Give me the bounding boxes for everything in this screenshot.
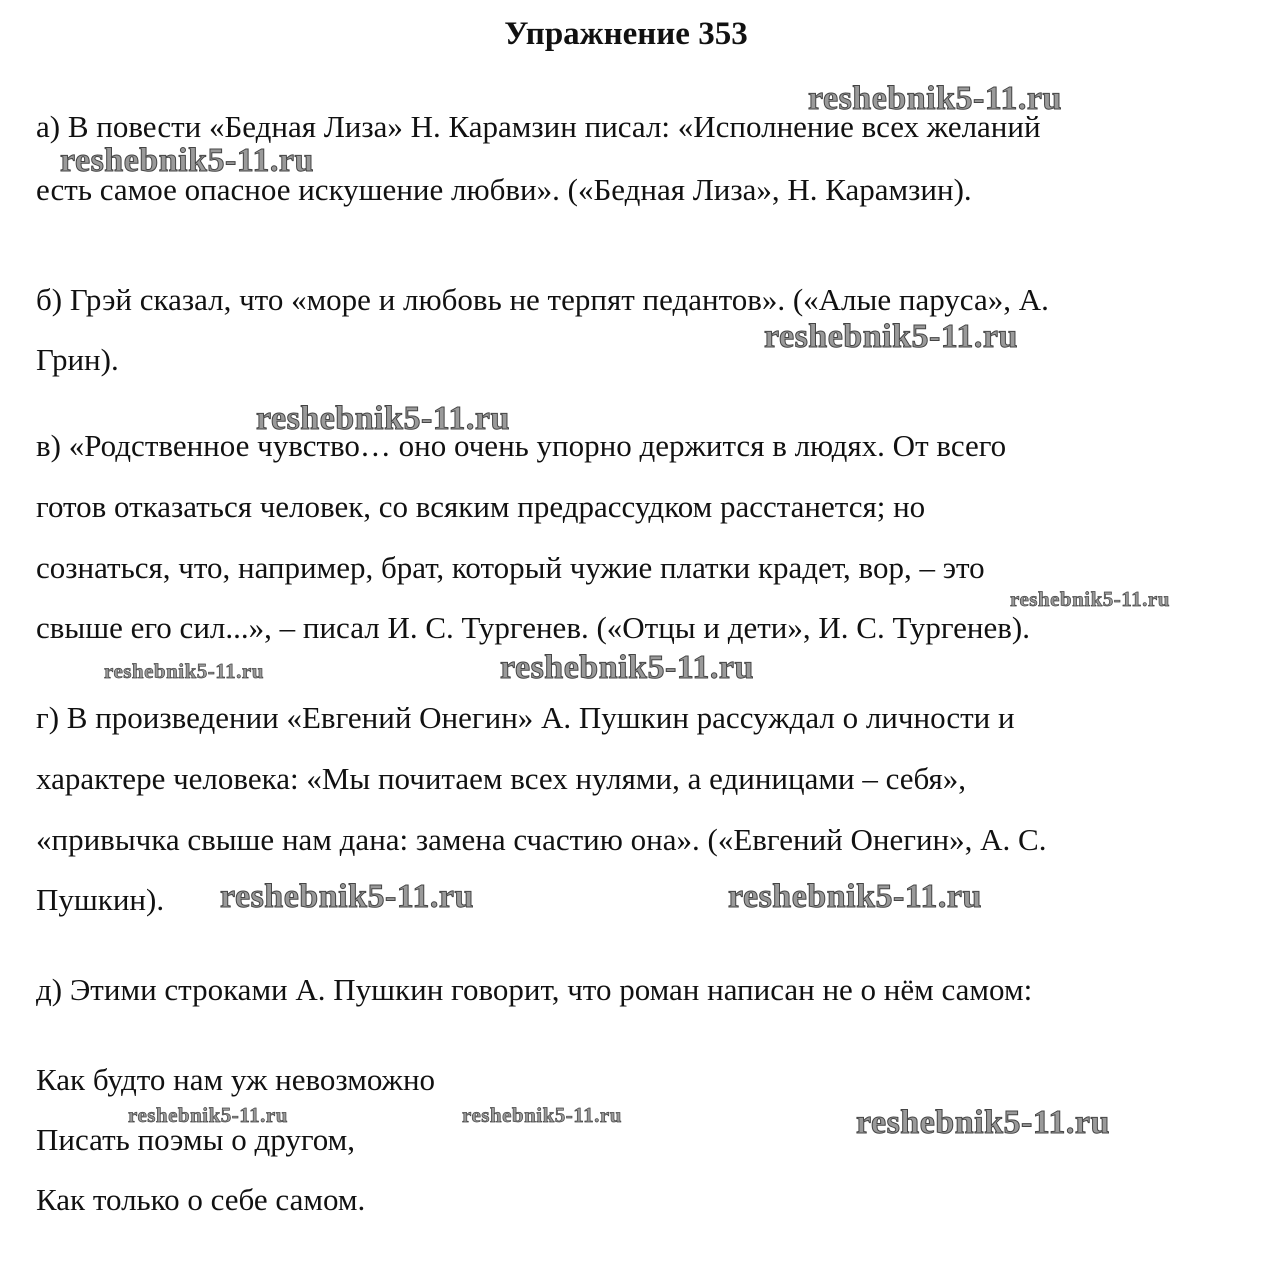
text-line-d1: д) Этими строками А. Пушкин говорит, что роман написан не о нём самом: [36,972,1033,1007]
text-line-g4: Пушкин). [36,882,165,917]
text-line-v4: свыше его сил...», – писал И. С. Тургенев. («Отцы и дети», И. С. Тургенев). [36,610,1030,645]
text-line-g1: г) В произведении «Евгений Онегин» А. Пушкин рассуждал о личности и [36,700,1015,735]
text-line-a1: а) В повести «Бедная Лиза» Н. Карамзин писал: «Исполнение всех желаний [36,109,1041,144]
watermark: reshebnik5-11.ru [220,878,474,915]
watermark: reshebnik5-11.ru [128,1103,288,1127]
watermark: reshebnik5-11.ru [500,649,754,686]
watermark: reshebnik5-11.ru [104,659,264,683]
watermark: reshebnik5-11.ru [764,318,1018,355]
text-line-v1: в) «Родственное чувство… оно очень упорно держится в людях. От всего [36,428,1007,463]
poem-line-1: Как будто нам уж невозможно [36,1062,436,1097]
text-line-v3: сознаться, что, например, брат, который чужие платки крадет, вор, – это [36,550,985,585]
watermark: reshebnik5-11.ru [256,400,510,437]
text-line-a2: есть самое опасное искушение любви». («Бедная Лиза», Н. Карамзин). [36,172,972,207]
watermark: reshebnik5-11.ru [728,878,982,915]
text-line-g2: характере человека: «Мы почитаем всех нулями, а единицами – себя», [36,761,966,796]
watermark: reshebnik5-11.ru [1010,587,1170,611]
watermark: reshebnik5-11.ru [856,1104,1110,1141]
poem-line-2: Писать поэмы о другом, [36,1122,356,1157]
text-line-g3: «привычка свыше нам дана: замена счастию она». («Евгений Онегин», А. С. [36,822,1047,857]
watermark: reshebnik5-11.ru [60,142,314,179]
exercise-title: Упражнение 353 [504,16,748,52]
text-line-b1: б) Грэй сказал, что «море и любовь не терпят педантов». («Алые паруса», А. [36,282,1049,317]
text-line-v2: готов отказаться человек, со всяким предрассудком расстанется; но [36,489,926,524]
watermark: reshebnik5-11.ru [808,80,1062,117]
poem-line-3: Как только о себе самом. [36,1182,366,1217]
text-line-b2: Грин). [36,342,119,377]
watermark: reshebnik5-11.ru [462,1103,622,1127]
